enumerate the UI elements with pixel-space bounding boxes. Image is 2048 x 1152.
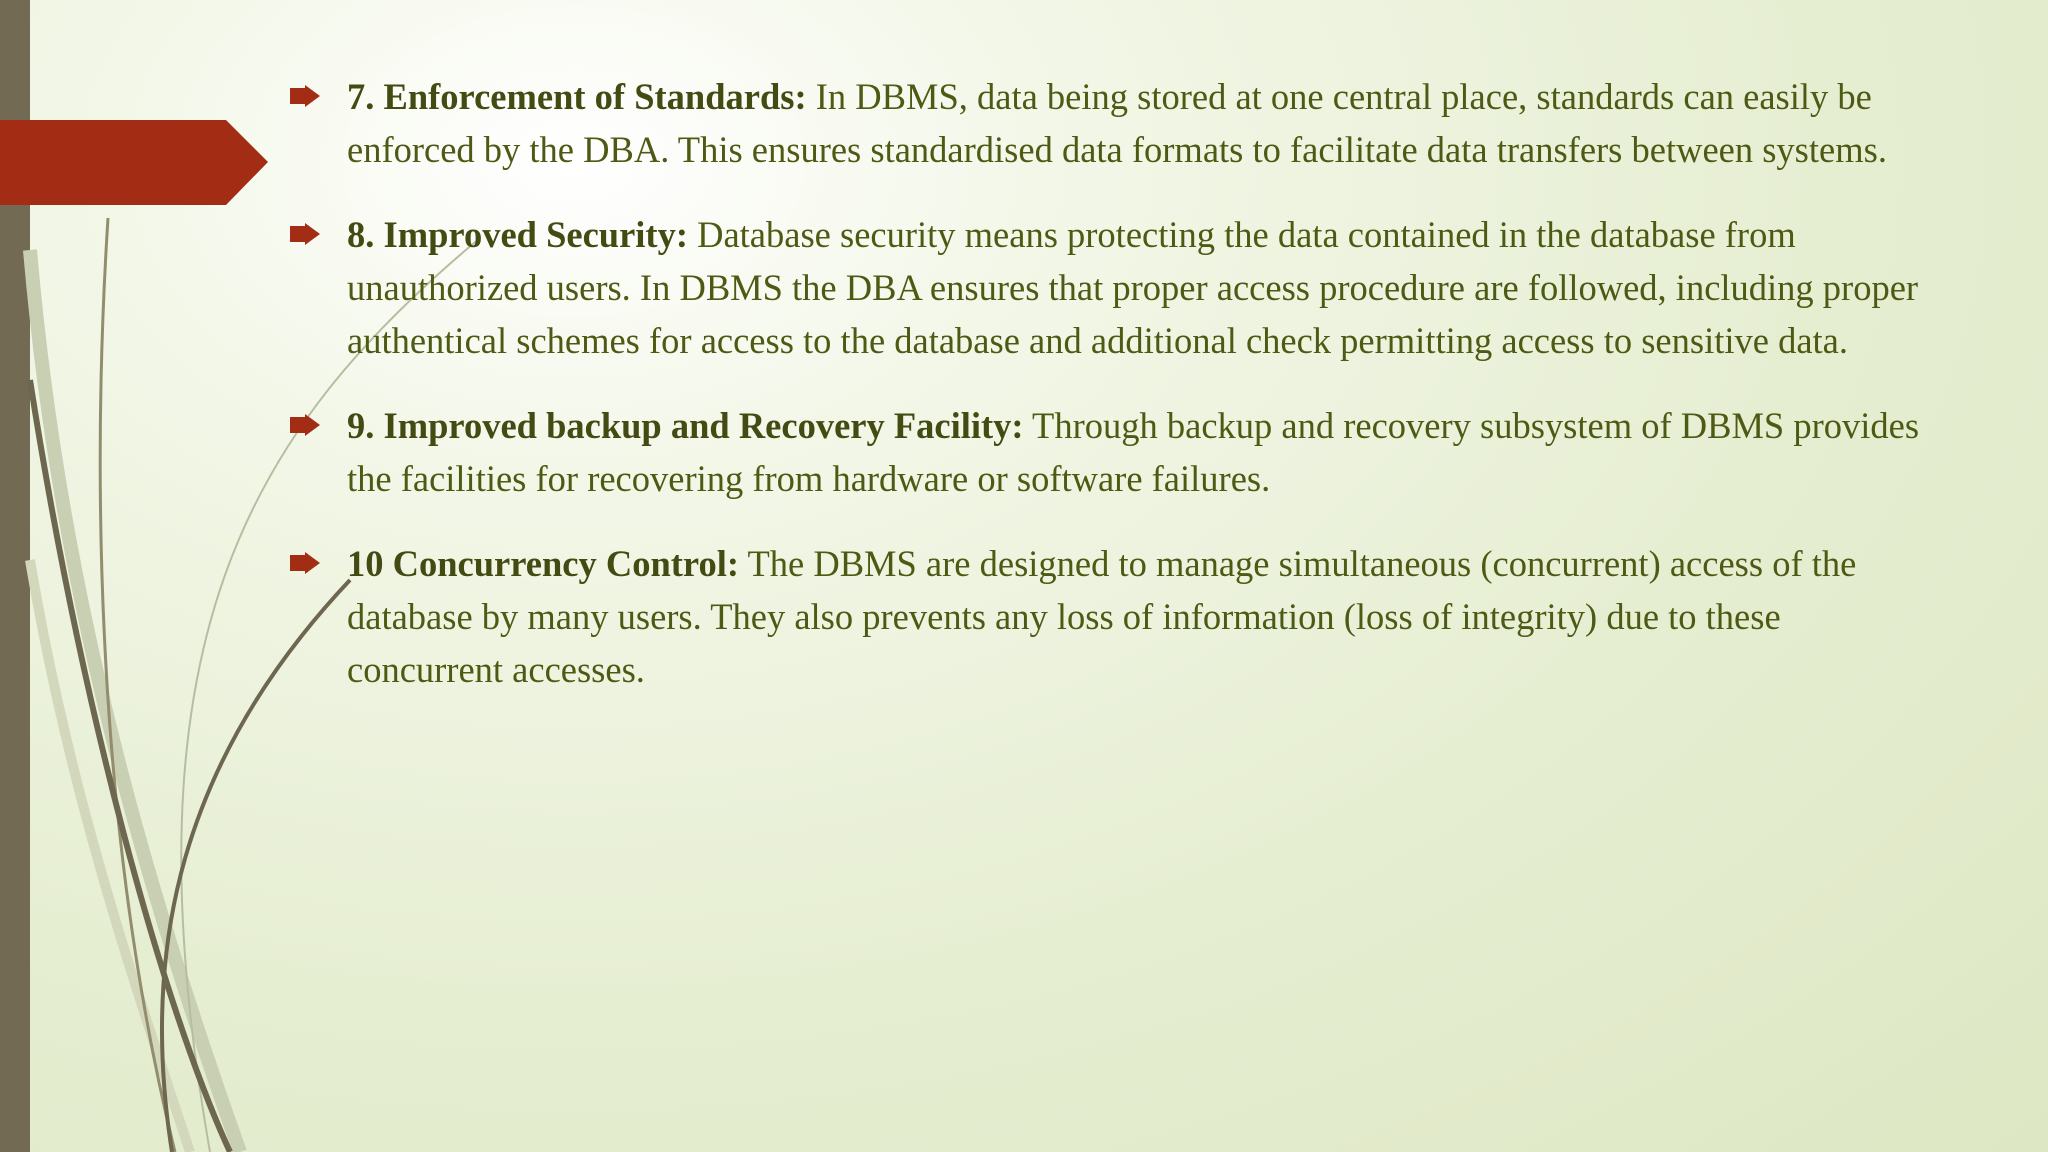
bullet-heading: 9. Improved backup and Recovery Facility:: [347, 405, 1024, 446]
arrow-bullet-icon: [290, 414, 320, 436]
bullet-text: The DBMS are designed to manage simultaneous (concurrent) access of the database by many users. They also prevents any loss of information (loss of integrity) due to these concurrent accesses.: [347, 543, 1857, 690]
bullet-text: In DBMS, data being stored at one central place, standards can easily be enforced by the DBA. This ensures standardised data formats to facilitate data transfers between systems.: [347, 76, 1887, 170]
bullet-heading: 10 Concurrency Control:: [347, 543, 740, 584]
bullet-heading: 8. Improved Security:: [347, 214, 688, 255]
swoosh-line-light-2: [30, 560, 190, 1152]
bullet-item-backup-and-recovery: [287, 399, 1927, 505]
bullet-list: [287, 70, 1927, 728]
arrow-bullet-icon: [290, 552, 320, 574]
bullet-heading: 7. Enforcement of Standards:: [347, 76, 807, 117]
arrow-bullet-icon: [290, 85, 320, 107]
bullet-item-enforcement-of-standards: [287, 70, 1927, 176]
arrow-bullet-icon: [290, 223, 320, 245]
bullet-item-concurrency-control: [287, 537, 1927, 696]
bullet-text: Through backup and recovery subsystem of DBMS provides the facilities for recovering from hardware or software failures.: [347, 405, 1920, 499]
bullet-item-improved-security: [287, 208, 1927, 367]
red-arrow-tab: [0, 120, 268, 205]
bullet-text: Database security means protecting the data contained in the database from unauthorized users. In DBMS the DBA ensures that proper access procedure are followed, including proper authentical schemes for access to the database and additional check permitting access to sensitive data.: [347, 214, 1919, 361]
